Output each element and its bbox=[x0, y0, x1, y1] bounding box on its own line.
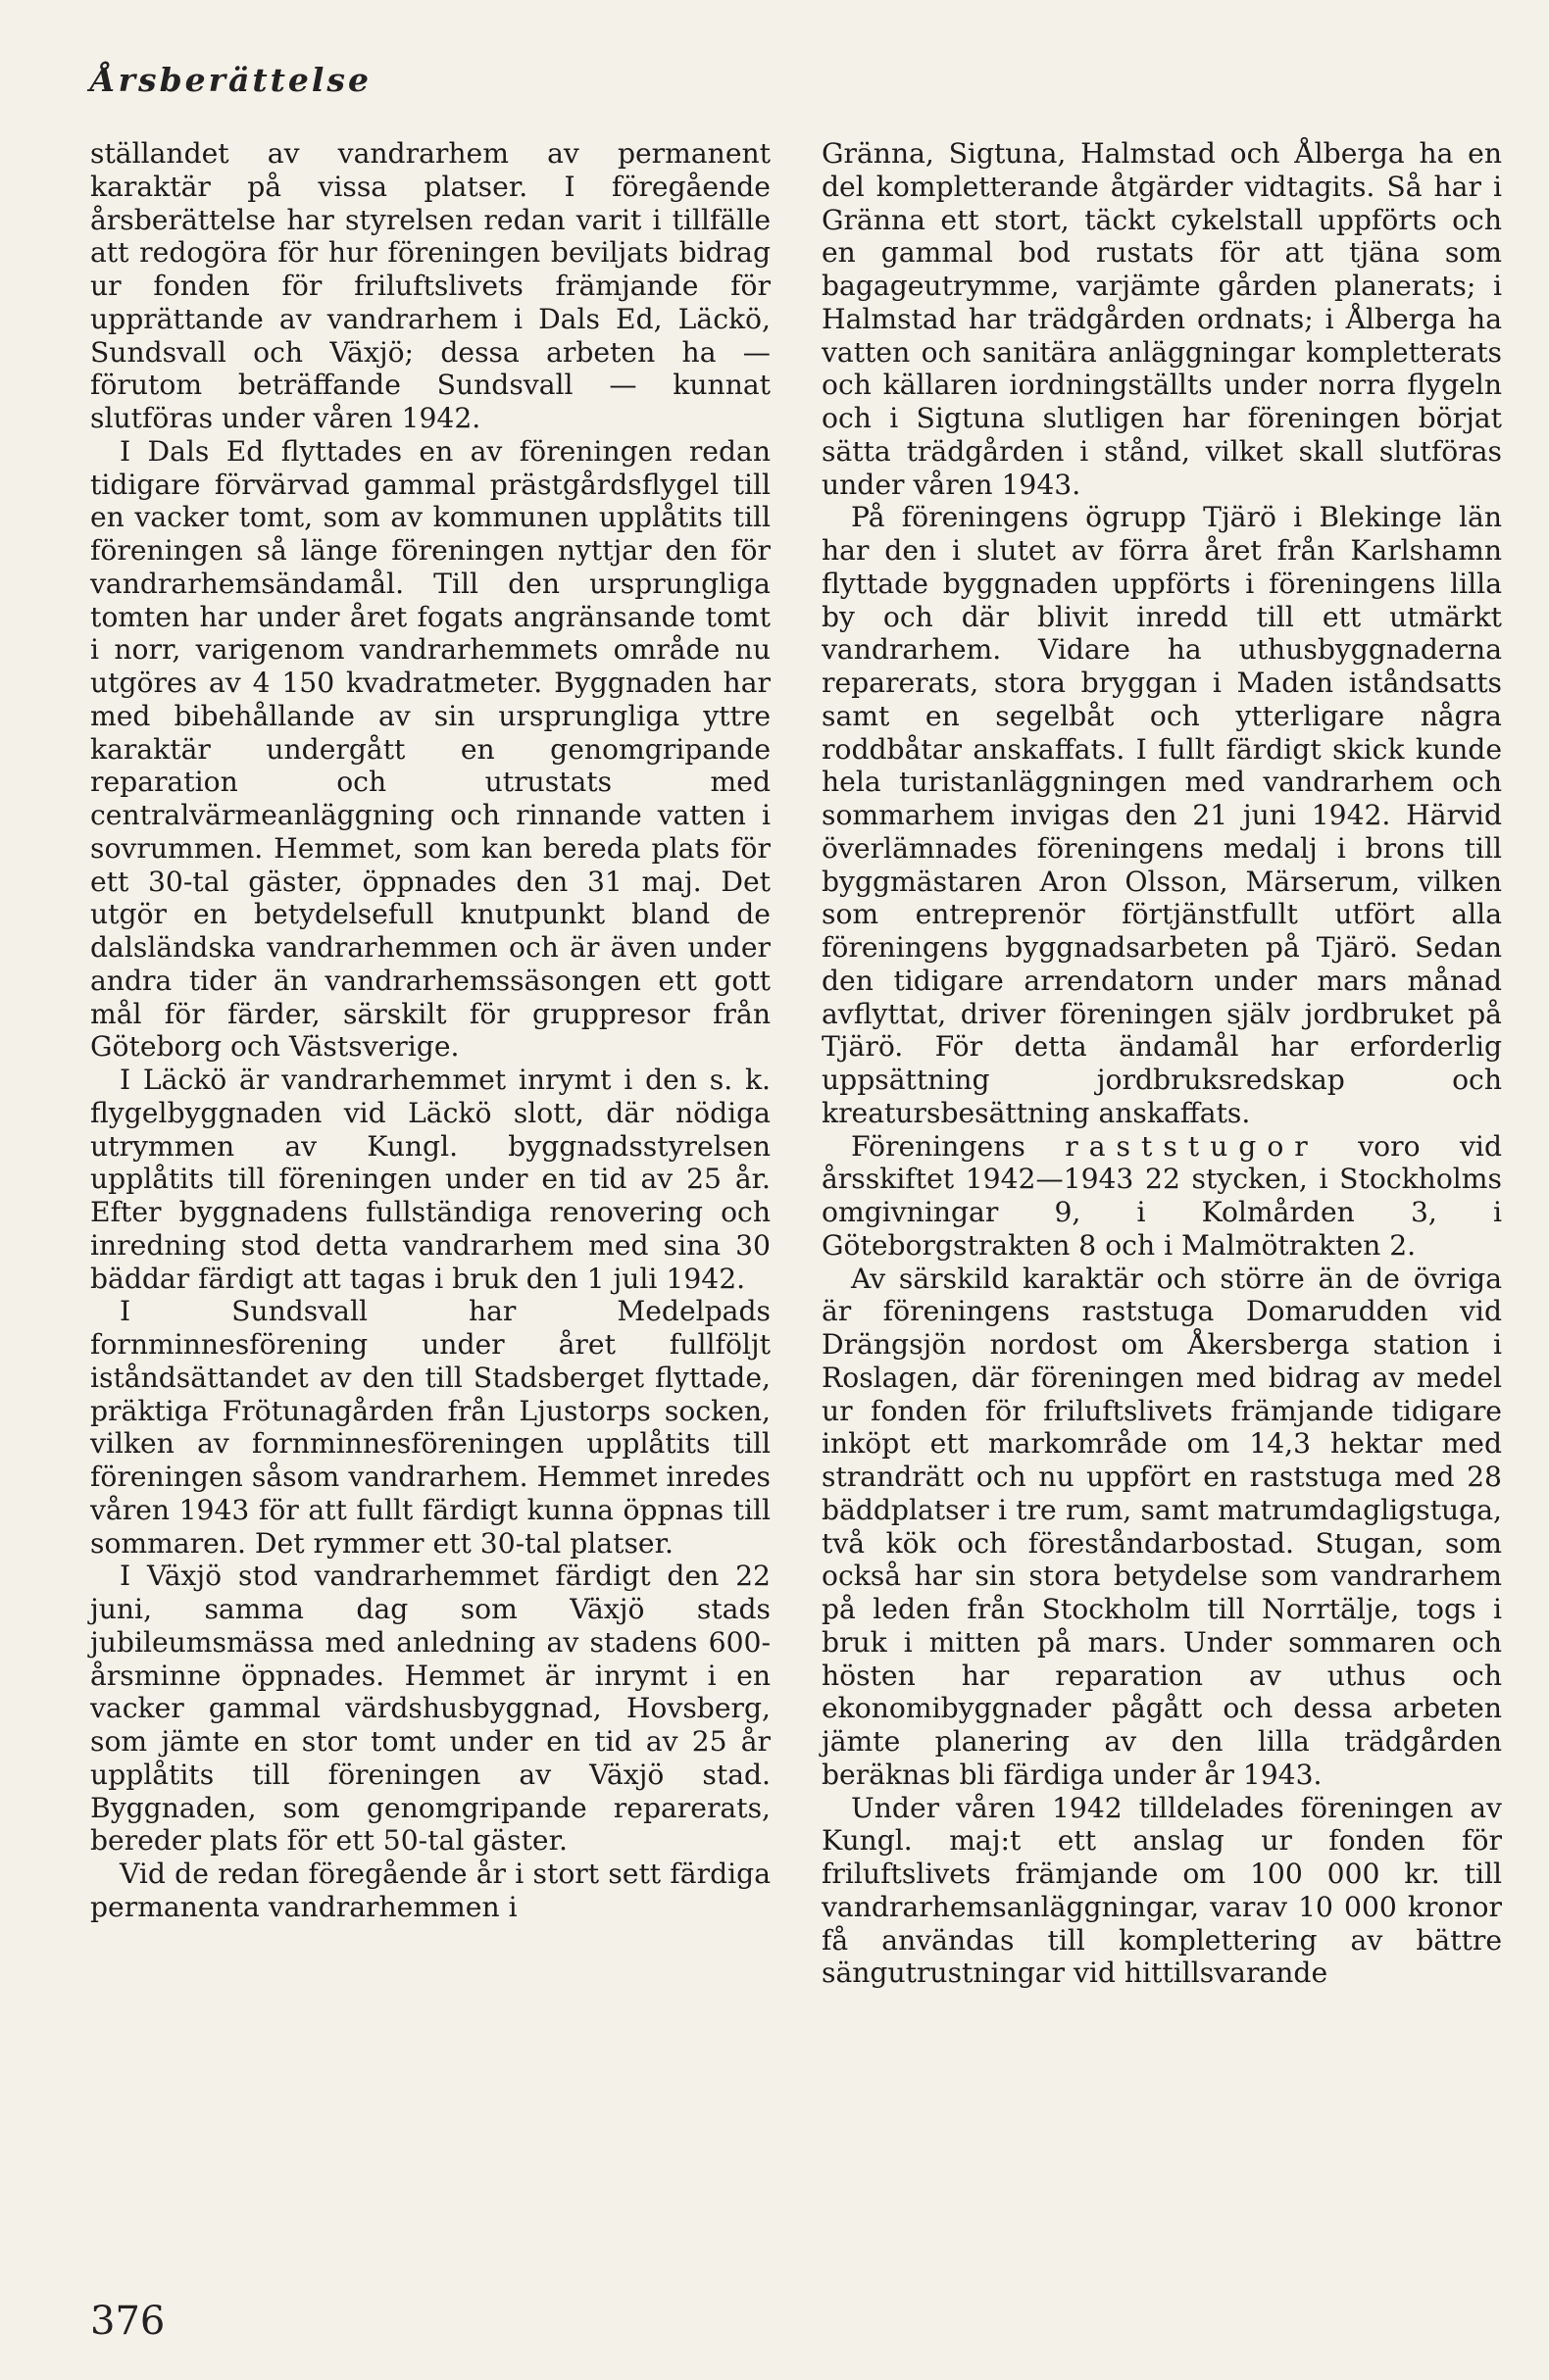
left-column bbox=[90, 137, 771, 1924]
paragraph: På föreningens ögrupp Tjärö i Blekinge län har den i slutet av förra året från Karlshamn flyttade byggnaden uppförts i föreningens lilla by och där blivit inredd till ett utmärkt vandrarhem. Vidare ha uthusbyggnaderna reparerats, stora bryggan i Maden iståndsatts samt en segelbåt och ytterligare några roddbåtar anskaffats. I fullt färdigt skick kunde hela turistanläggningen med vandrarhem och sommarhem invigas den 21 juni 1942. Härvid överlämnades föreningens medalj i brons till byggmästaren Aron Olsson, Märserum, vilken som entreprenör förtjänstfullt utfört alla föreningens byggnadsarbeten på Tjärö. Sedan den tidigare arrendatorn under mars månad avflyttat, driver föreningen själv jordbruket på Tjärö. För detta ändamål har erforderlig uppsättning jordbruksredskap och kreatursbesättning anskaffats. bbox=[822, 501, 1502, 1129]
paragraph: Av särskild karaktär och större än de övriga är föreningens raststuga Domarudden vid Drängsjön nordost om Åkersberga station i Roslagen, där föreningen med bidrag av medel ur fonden för friluftslivets främjande tidigare inköpt ett markområde om 14,3 hektar med strandrätt och nu uppfört en raststuga med 28 bäddplatser i tre rum, samt matrumdagligstuga, två kök och föreståndarbostad. Stugan, som också har sin stora betydelse som vandrarhem på leden från Stockholm till Norrtälje, togs i bruk i mitten på mars. Under sommaren och hösten har reparation av uthus och ekonomibyggnader pågått och dessa arbeten jämte planering av den lilla trädgården beräknas bli färdiga under år 1943. bbox=[822, 1262, 1502, 1791]
paragraph-lead: Föreningens bbox=[851, 1129, 1025, 1163]
paragraph: I Dals Ed flyttades en av föreningen redan tidigare förvärvad gammal prästgårdsflygel till en vacker tomt, som av kommunen upplåtits till föreningen så länge föreningen nyttjar den för vandrarhemsändamål. Till den ursprungliga tomten har under året fogats angränsande tomt i norr, varigenom vandrarhemmets område nu utgöres av 4 150 kvadratmeter. Byggnaden har med bibehållande av sin ursprungliga yttre karaktär undergått en genomgripande reparation och utrustats med centralvärmeanläggning och rinnande vatten i sovrummen. Hemmet, som kan bereda plats för ett 30-tal gäster, öppnades den 31 maj. Det utgör en betydelsefull knutpunkt bland de dalsländska vandrarhemmen och är även under andra tider än vandrarhemssäsongen ett gott mål för färder, särskilt för gruppresor från Göteborg och Västsverige. bbox=[90, 434, 771, 1064]
paragraph: Under våren 1942 tilldelades föreningen av Kungl. maj:t ett anslag ur fonden för friluftslivets främjande om 100 000 kr. till vandrarhemsanläggningar, varav 10 000 kronor få användas till komplettering av bättre sängutrustningar vid hittillsvarande bbox=[822, 1791, 1502, 1990]
paragraph: I Sundsvall har Medelpads fornminnesförening under året fullföljt iståndsättandet av den till Stadsberget flyttade, präktiga Frötunagården från Ljustorps socken, vilken av fornminnesföreningen upplåtits till föreningen såsom vandrarhem. Hemmet inredes våren 1943 för att fullt färdigt kunna öppnas till sommaren. Det rymmer ett 30-tal platser. bbox=[90, 1295, 771, 1560]
paragraph: Vid de redan föregående år i stort sett färdiga permanenta vandrarhemmen i bbox=[90, 1858, 771, 1923]
paragraph: I Växjö stod vandrarhemmet färdigt den 22 juni, samma dag som Växjö stads jubileumsmässa med anledning av stadens 600-årsminne öppnades. Hemmet är inrymt i en vacker gammal värdshusbyggnad, Hovsberg, som jämte en stor tomt under en tid av 25 år upplåtits till föreningen av Växjö stad. Byggnaden, som genomgripande reparerats, bereder plats för ett 50-tal gäster. bbox=[90, 1560, 771, 1858]
paragraph-rest: voro vid årsskiftet 1942—1943 22 stycken, i Stockholms omgivningar 9, i Kolmården 3, i Göteborgstrakten 8 och i Malmötrakten 2. bbox=[822, 1129, 1502, 1262]
right-column bbox=[822, 137, 1502, 1990]
paragraph: I Läckö är vandrarhemmet inrymt i den s. k. flygelbyggnaden vid Läckö slott, där nödiga utrymmen av Kungl. byggnadsstyrelsen upplåtits till föreningen under en tid av 25 år. Efter byggnadens fullständiga renovering och inredning stod detta vandrarhem med sina 30 bäddar färdigt att tagas i bruk den 1 juli 1942. bbox=[90, 1064, 771, 1295]
running-title: Årsberättelse bbox=[90, 61, 372, 99]
paragraph: Gränna, Sigtuna, Halmstad och Ålberga ha en del kompletterande åtgärder vidtagits. Så har i Gränna ett stort, täckt cykelstall uppförts och en gammal bod rustats för att tjäna som bagageutrymme, varjämte gården planerats; i Halmstad har trädgården ordnats; i Ålberga ha vatten och sanitära anläggningar kompletterats och källaren iordningställts under norra flygeln och i Sigtuna slutligen har föreningen börjat sätta trädgården i stånd, vilket skall slutföras under våren 1943. bbox=[822, 137, 1502, 501]
paragraph bbox=[822, 1130, 1502, 1263]
spaced-term: raststugor bbox=[1065, 1129, 1319, 1163]
paragraph: ställandet av vandrarhem av permanent karaktär på vissa platser. I föregående årsberättelse har styrelsen redan varit i tillfälle att redogöra för hur föreningen beviljats bidrag ur fonden för friluftslivets främjande för upprättande av vandrarhem i Dals Ed, Läckö, Sundsvall och Växjö; dessa arbeten ha — förutom beträffande Sundsvall — kunnat slutföras under våren 1942. bbox=[90, 137, 771, 434]
page-number: 376 bbox=[90, 2299, 166, 2344]
